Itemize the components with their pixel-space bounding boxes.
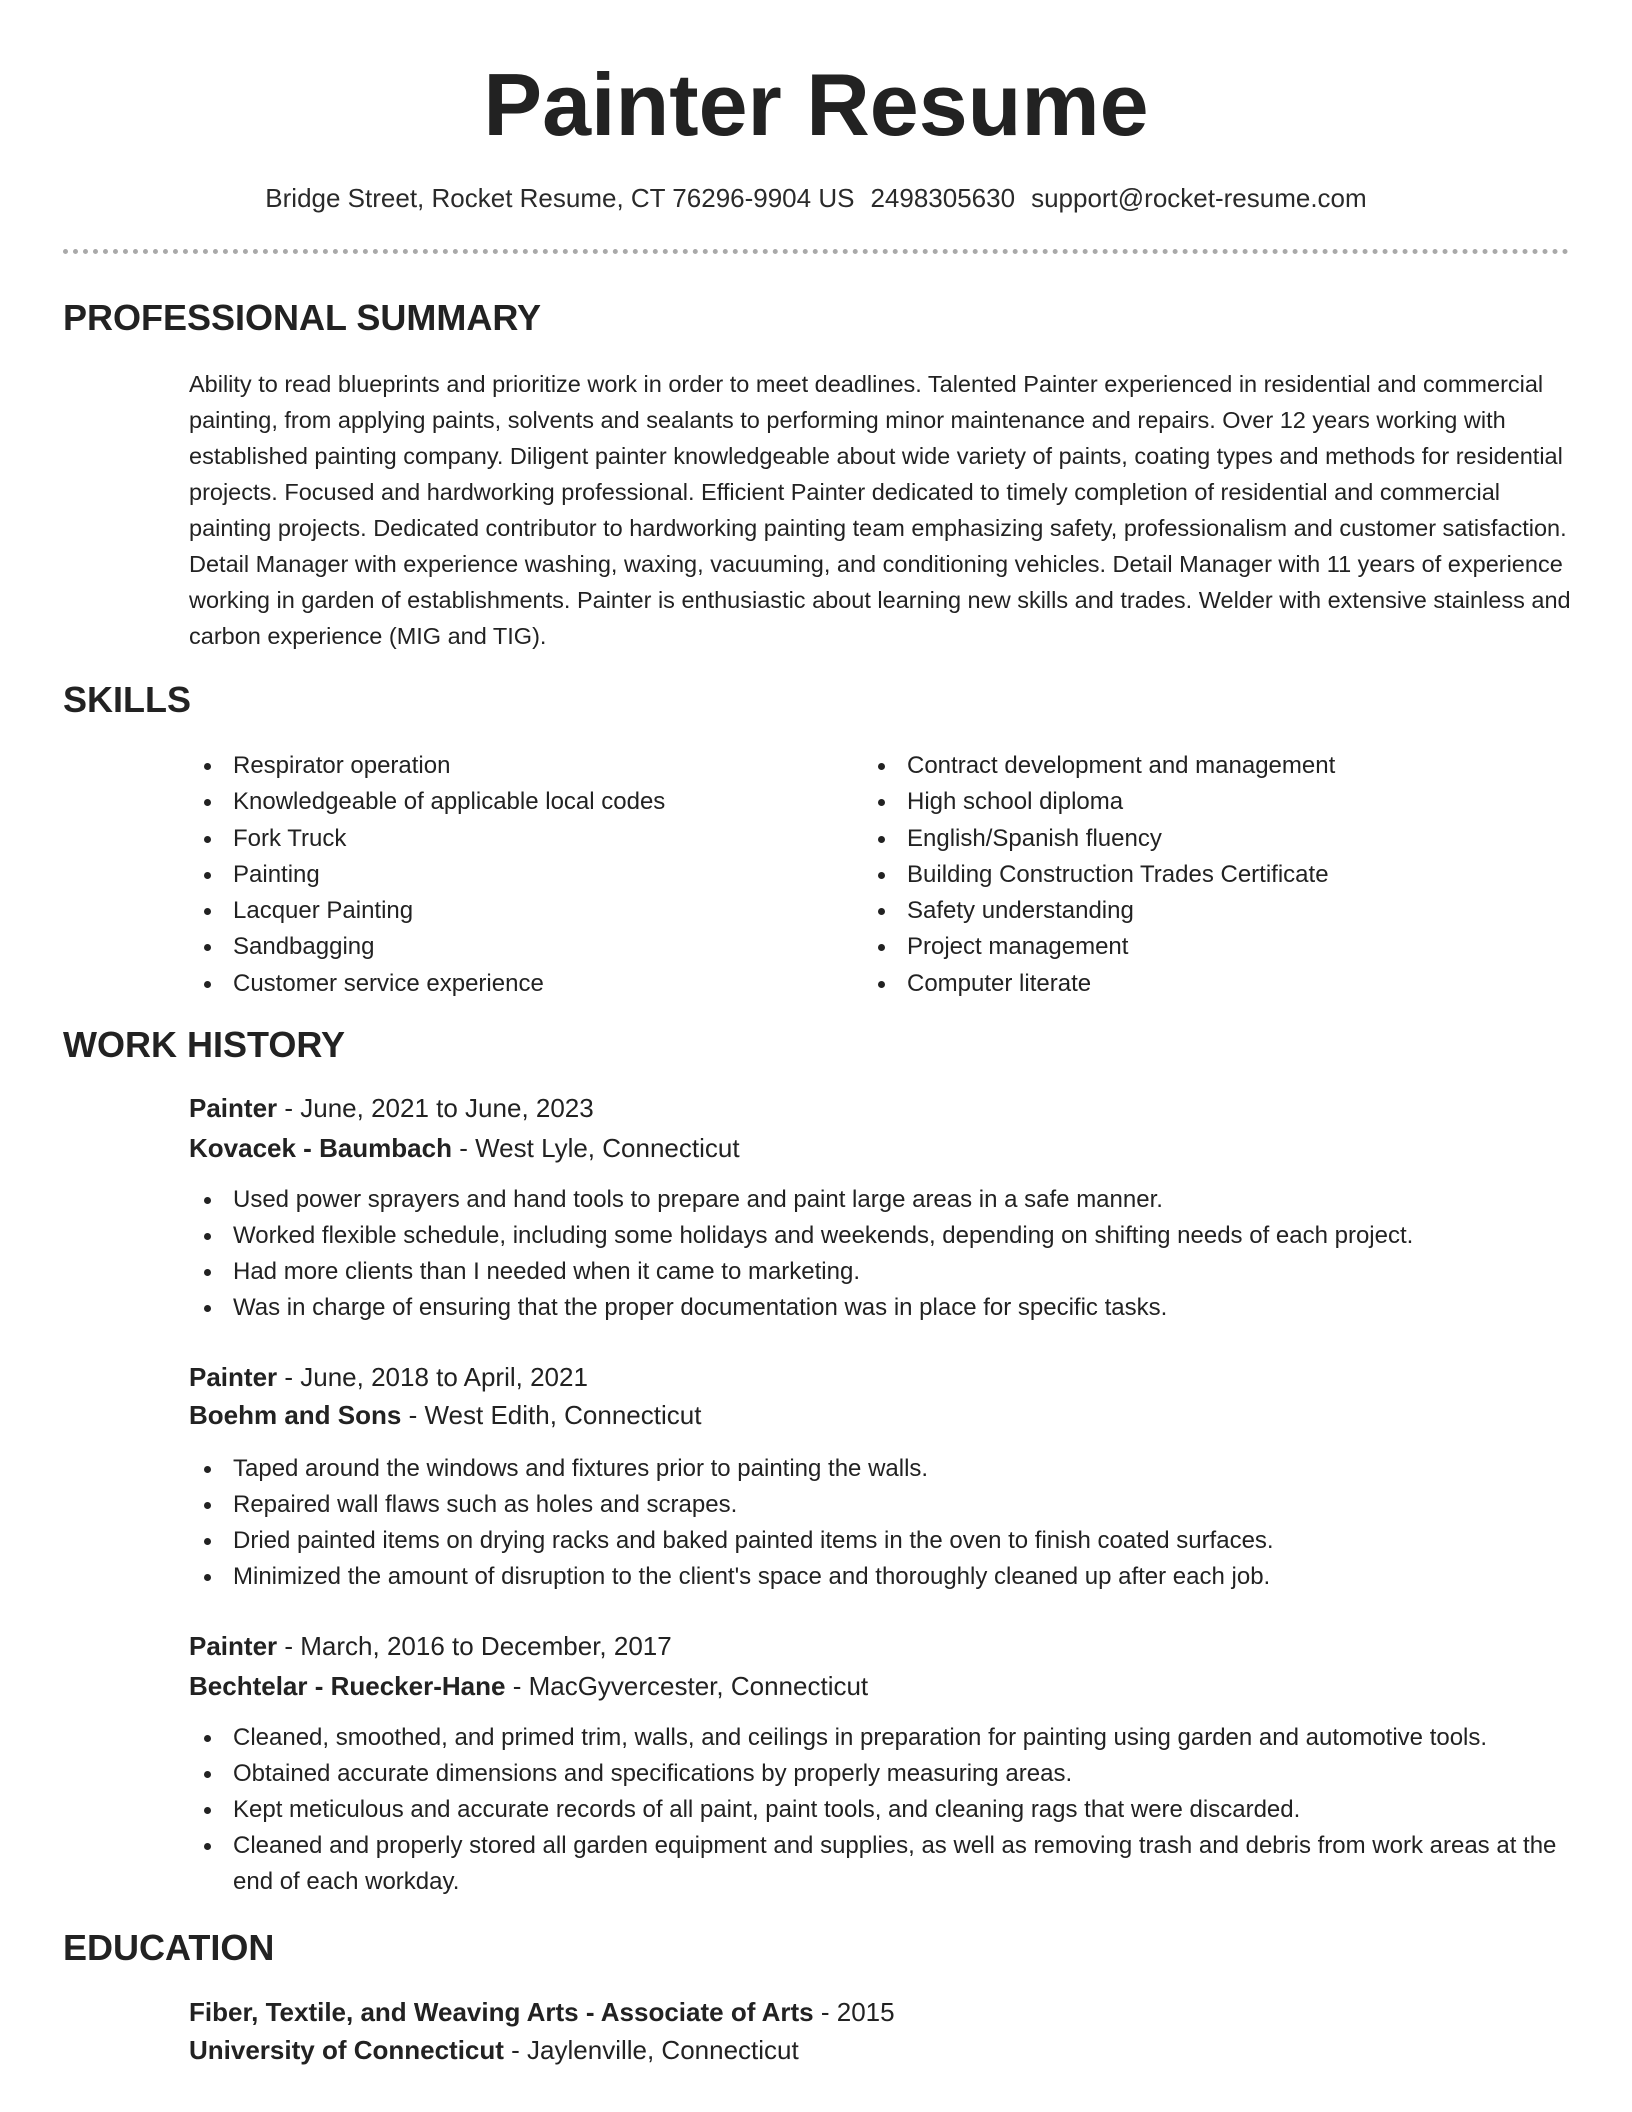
skill-item: Lacquer Painting [189, 893, 849, 929]
job-role: Painter [189, 1631, 278, 1661]
section-title-education: EDUCATION [63, 1927, 275, 1968]
skill-item: Knowledgeable of applicable local codes [189, 784, 849, 820]
education-school: University of Connecticut [189, 2035, 504, 2065]
skills-list-right [863, 748, 1563, 1002]
skill-item: Building Construction Trades Certificate [863, 857, 1563, 893]
education-year: - 2015 [813, 1997, 895, 2027]
contact-line [0, 178, 1632, 218]
job-dates: - June, 2021 to June, 2023 [277, 1093, 594, 1123]
job-duty: Cleaned, smoothed, and primed trim, walls, and ceilings in preparation for painting using garden and automotive tools. [189, 1720, 1589, 1756]
job-title-line [189, 1358, 588, 1396]
job-duty: Was in charge of ensuring that the proper documentation was in place for specific tasks. [189, 1290, 1589, 1326]
job-dates: - March, 2016 to December, 2017 [277, 1631, 672, 1661]
job-duty: Taped around the windows and fixtures prior to painting the walls. [189, 1451, 1589, 1487]
job-duty: Kept meticulous and accurate records of all paint, paint tools, and cleaning rags that were discarded. [189, 1792, 1589, 1828]
contact-address: Bridge Street, Rocket Resume, CT 76296-9904 US [265, 183, 855, 213]
section-title-skills: SKILLS [63, 679, 192, 720]
job-title-line [189, 1089, 594, 1127]
skill-item: Customer service experience [189, 966, 849, 1002]
job-duty: Repaired wall flaws such as holes and scrapes. [189, 1487, 1589, 1523]
job-company-line [189, 1129, 740, 1167]
skill-item: Painting [189, 857, 849, 893]
job-title-line [189, 1627, 672, 1665]
education-degree: Fiber, Textile, and Weaving Arts - Associate of Arts [189, 1997, 814, 2027]
job-duty: Used power sprayers and hand tools to prepare and paint large areas in a safe manner. [189, 1182, 1589, 1218]
resume-title: Painter Resume [483, 55, 1149, 154]
job-company: Bechtelar - Ruecker-Hane [189, 1671, 506, 1701]
job-company-line [189, 1667, 868, 1705]
skill-item: Contract development and management [863, 748, 1563, 784]
job-company: Kovacek - Baumbach [189, 1133, 452, 1163]
skill-item: Respirator operation [189, 748, 849, 784]
job-role: Painter [189, 1362, 278, 1392]
job-duties-list [189, 1451, 1589, 1595]
job-duties-list [189, 1182, 1589, 1326]
skills-list-left [189, 748, 849, 1002]
summary-text: Ability to read blueprints and prioritize work in order to meet deadlines. Talented Painter experienced in residential and commercial painting, from applying paints, solvents and sealants to performing minor maintenance and repairs. Over 12 years working with established painting company. Diligent painter knowledgeable about wide variety of paints, coating types and methods for residential projects. Focused and hardworking professional. Efficient Painter dedicated to timely completion of residential and commercial painting projects. Dedicated contributor to hardworking painting team emphasizing safety, professionalism and customer satisfaction. Detail Manager with experience washing, waxing, vacuuming, and conditioning vehicles. Detail Manager with 11 years of experience working in garden of establishments. Painter is enthusiastic about learning new skills and trades. Welder with extensive stainless and carbon experience (MIG and TIG). [189, 371, 1571, 649]
job-duty: Obtained accurate dimensions and specifications by properly measuring areas. [189, 1756, 1589, 1792]
job-company: Boehm and Sons [189, 1400, 402, 1430]
job-duty: Had more clients than I needed when it came to marketing. [189, 1254, 1589, 1290]
skill-item: Computer literate [863, 966, 1563, 1002]
contact-phone: 2498305630 [870, 183, 1016, 213]
education-school-line [189, 2031, 799, 2069]
job-company-line [189, 1396, 701, 1434]
skill-item: Fork Truck [189, 821, 849, 857]
header-divider [63, 249, 1569, 254]
job-location: - MacGyvercester, Connecticut [505, 1671, 869, 1701]
job-location: - West Lyle, Connecticut [451, 1133, 740, 1163]
skill-item: Safety understanding [863, 893, 1563, 929]
job-role: Painter [189, 1093, 278, 1123]
job-location: - West Edith, Connecticut [401, 1400, 702, 1430]
job-duties-list [189, 1720, 1589, 1900]
job-duty: Worked flexible schedule, including some holidays and weekends, depending on shifting needs of each project. [189, 1218, 1589, 1254]
section-title-summary: PROFESSIONAL SUMMARY [63, 297, 542, 338]
education-degree-line [189, 1993, 895, 2031]
skill-item: Project management [863, 929, 1563, 965]
skill-item: English/Spanish fluency [863, 821, 1563, 857]
job-duty: Minimized the amount of disruption to the client's space and thoroughly cleaned up after each job. [189, 1559, 1589, 1595]
job-duty: Cleaned and properly stored all garden equipment and supplies, as well as removing trash and debris from work areas at the end of each workday. [189, 1828, 1589, 1900]
education-location: - Jaylenville, Connecticut [503, 2035, 799, 2065]
section-title-work-history: WORK HISTORY [63, 1024, 346, 1065]
job-duty: Dried painted items on drying racks and baked painted items in the oven to finish coated surfaces. [189, 1523, 1589, 1559]
skill-item: High school diploma [863, 784, 1563, 820]
job-dates: - June, 2018 to April, 2021 [277, 1362, 588, 1392]
skill-item: Sandbagging [189, 929, 849, 965]
contact-email[interactable]: support@rocket-resume.com [1031, 183, 1367, 213]
